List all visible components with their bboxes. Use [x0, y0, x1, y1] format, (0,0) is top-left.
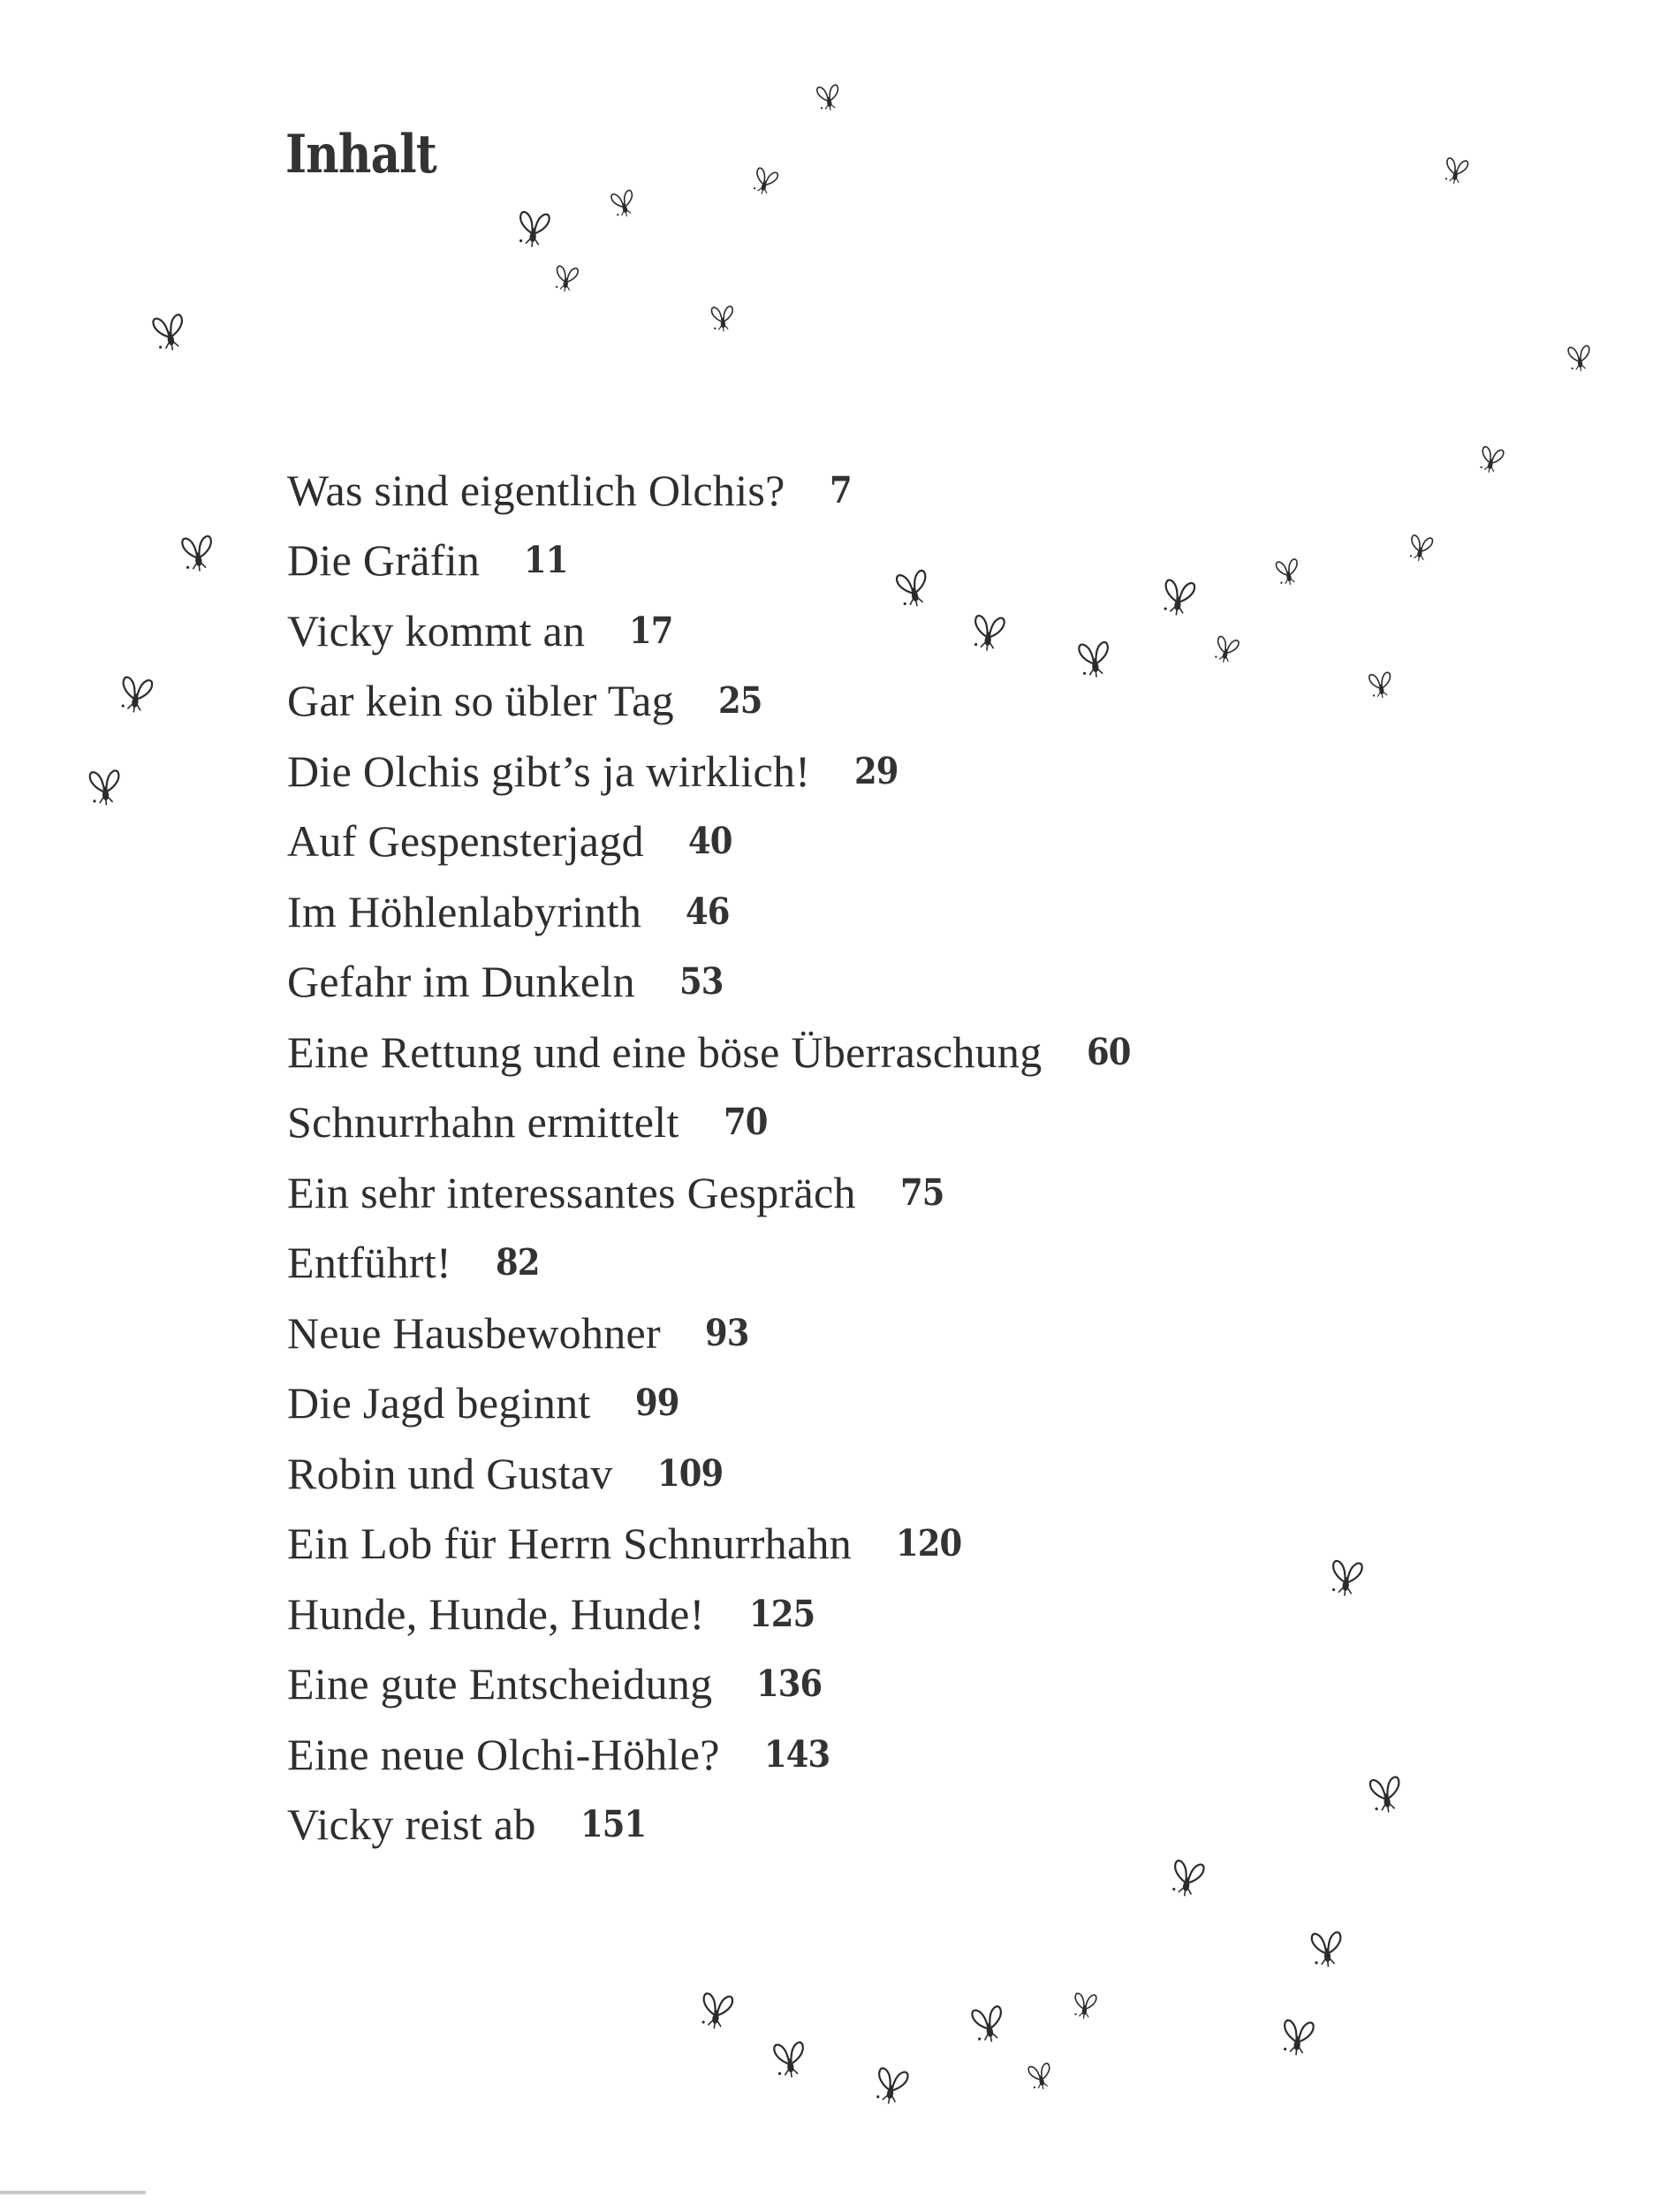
- toc-entry-page: 136: [756, 1663, 823, 1706]
- toc-entry-title: Robin und Gustav: [287, 1448, 613, 1498]
- toc-entry-title: Schnurrhahn ermittelt: [287, 1097, 679, 1148]
- fly-icon: [511, 208, 557, 252]
- fly-icon: [1067, 1990, 1102, 2022]
- toc-entry[interactable]: [287, 1017, 1135, 1087]
- toc-entry-page: 53: [679, 960, 724, 1004]
- toc-entry-page: 25: [717, 679, 762, 723]
- fly-icon: [1022, 2060, 1059, 2095]
- toc-entry[interactable]: [287, 1579, 1135, 1649]
- toc-entry[interactable]: [287, 807, 1135, 877]
- toc-entry-title: Hunde, Hunde, Hunde!: [287, 1588, 705, 1639]
- toc-entry-page: 151: [580, 1803, 647, 1846]
- toc-entry-title: Eine Rettung und eine böse Überraschung: [287, 1026, 1042, 1077]
- fly-icon: [966, 612, 1012, 655]
- toc-entry[interactable]: [287, 1228, 1135, 1299]
- toc-entry-title: Vicky kommt an: [287, 605, 586, 655]
- fly-icon: [1473, 443, 1510, 478]
- fly-icon: [1437, 155, 1474, 188]
- toc-entry-page: 75: [899, 1170, 944, 1214]
- fly-icon: [605, 186, 643, 222]
- toc-entry-page: 40: [687, 820, 732, 863]
- fly-icon: [1305, 1928, 1350, 1970]
- toc-entry-page: 143: [763, 1732, 830, 1776]
- toc-entry-title: Eine gute Entscheidung: [287, 1659, 713, 1709]
- fly-icon: [112, 673, 160, 717]
- page-title: Inhalt: [285, 124, 436, 186]
- toc-entry-title: Die Olchis gibt’s ja wirklich!: [287, 746, 811, 796]
- toc-entry-page: 17: [629, 609, 673, 652]
- toc-entry[interactable]: [287, 1157, 1135, 1228]
- toc-entry[interactable]: [287, 1509, 1135, 1579]
- fly-icon: [1363, 670, 1399, 702]
- toc-entry[interactable]: [287, 1298, 1135, 1368]
- toc-entry-page: 99: [634, 1382, 679, 1425]
- fly-icon: [1362, 1773, 1410, 1817]
- toc-entry-title: Ein sehr interessantes Gespräch: [287, 1167, 856, 1217]
- fly-icon: [767, 2039, 813, 2082]
- toc-entry[interactable]: [287, 947, 1135, 1018]
- fly-icon: [175, 533, 221, 576]
- fly-icon: [706, 304, 739, 334]
- toc-entry-page: 93: [705, 1311, 749, 1354]
- toc-entry[interactable]: [287, 666, 1135, 737]
- toc-entry-title: Ein Lob für Herrn Schnurrhahn: [287, 1519, 853, 1569]
- toc-entry-title: Die Gräfin: [287, 535, 481, 586]
- fly-icon: [868, 2064, 916, 2110]
- fly-icon: [693, 1989, 740, 2034]
- fly-icon: [146, 310, 194, 356]
- fly-icon: [811, 82, 846, 115]
- toc-entry-page: 29: [854, 749, 898, 792]
- toc-entry-title: Im Höhlenlabyrinth: [287, 886, 642, 936]
- fly-icon: [83, 767, 128, 808]
- toc-entry-title: Was sind eigentlich Olchis?: [287, 465, 785, 515]
- page-edge-line: [0, 2191, 146, 2194]
- toc-entry-title: Vicky reist ab: [287, 1799, 536, 1850]
- table-of-contents: [287, 455, 1135, 1860]
- toc-entry-title: Gefahr im Dunkeln: [287, 957, 635, 1007]
- toc-entry[interactable]: [287, 1438, 1135, 1509]
- toc-entry[interactable]: [287, 1719, 1135, 1790]
- toc-entry-page: 82: [495, 1241, 540, 1284]
- fly-icon: [965, 2002, 1013, 2048]
- toc-entry-page: 46: [686, 890, 730, 933]
- toc-entry-page: 70: [723, 1101, 768, 1144]
- toc-entry-title: Neue Hausbewohner: [287, 1307, 661, 1358]
- toc-entry-page: 7: [829, 468, 852, 511]
- toc-entry[interactable]: [287, 526, 1135, 596]
- toc-entry-page: 11: [524, 539, 568, 582]
- toc-entry-title: Die Jagd beginnt: [287, 1378, 591, 1428]
- fly-icon: [1323, 1557, 1369, 1601]
- toc-entry-title: Auf Gespensterjagd: [287, 816, 644, 867]
- toc-entry[interactable]: [287, 1368, 1135, 1439]
- fly-icon: [746, 164, 784, 201]
- fly-icon: [1275, 2017, 1321, 2060]
- fly-icon: [1164, 1856, 1212, 1902]
- toc-entry-page: 125: [748, 1592, 815, 1635]
- toc-entry-title: Entführt!: [287, 1238, 451, 1288]
- toc-entry-title: Eine neue Olchi-Höhle?: [287, 1729, 720, 1779]
- fly-icon: [1208, 633, 1246, 668]
- toc-entry[interactable]: [287, 736, 1135, 807]
- fly-icon: [1072, 639, 1118, 682]
- toc-entry[interactable]: [287, 876, 1135, 947]
- toc-entry-page: 60: [1086, 1030, 1131, 1073]
- fly-icon: [549, 263, 584, 296]
- fly-icon: [1155, 576, 1202, 620]
- fly-icon: [1562, 343, 1596, 375]
- toc-entry[interactable]: [287, 455, 1135, 526]
- toc-entry-page: 120: [896, 1522, 962, 1565]
- fly-icon: [1402, 532, 1438, 565]
- toc-entry[interactable]: [287, 1087, 1135, 1158]
- toc-entry-title: Gar kein so übler Tag: [287, 676, 674, 726]
- toc-entry-page: 109: [656, 1451, 724, 1495]
- toc-entry[interactable]: [287, 1649, 1135, 1720]
- fly-icon: [1270, 556, 1306, 589]
- toc-entry[interactable]: [287, 1790, 1135, 1860]
